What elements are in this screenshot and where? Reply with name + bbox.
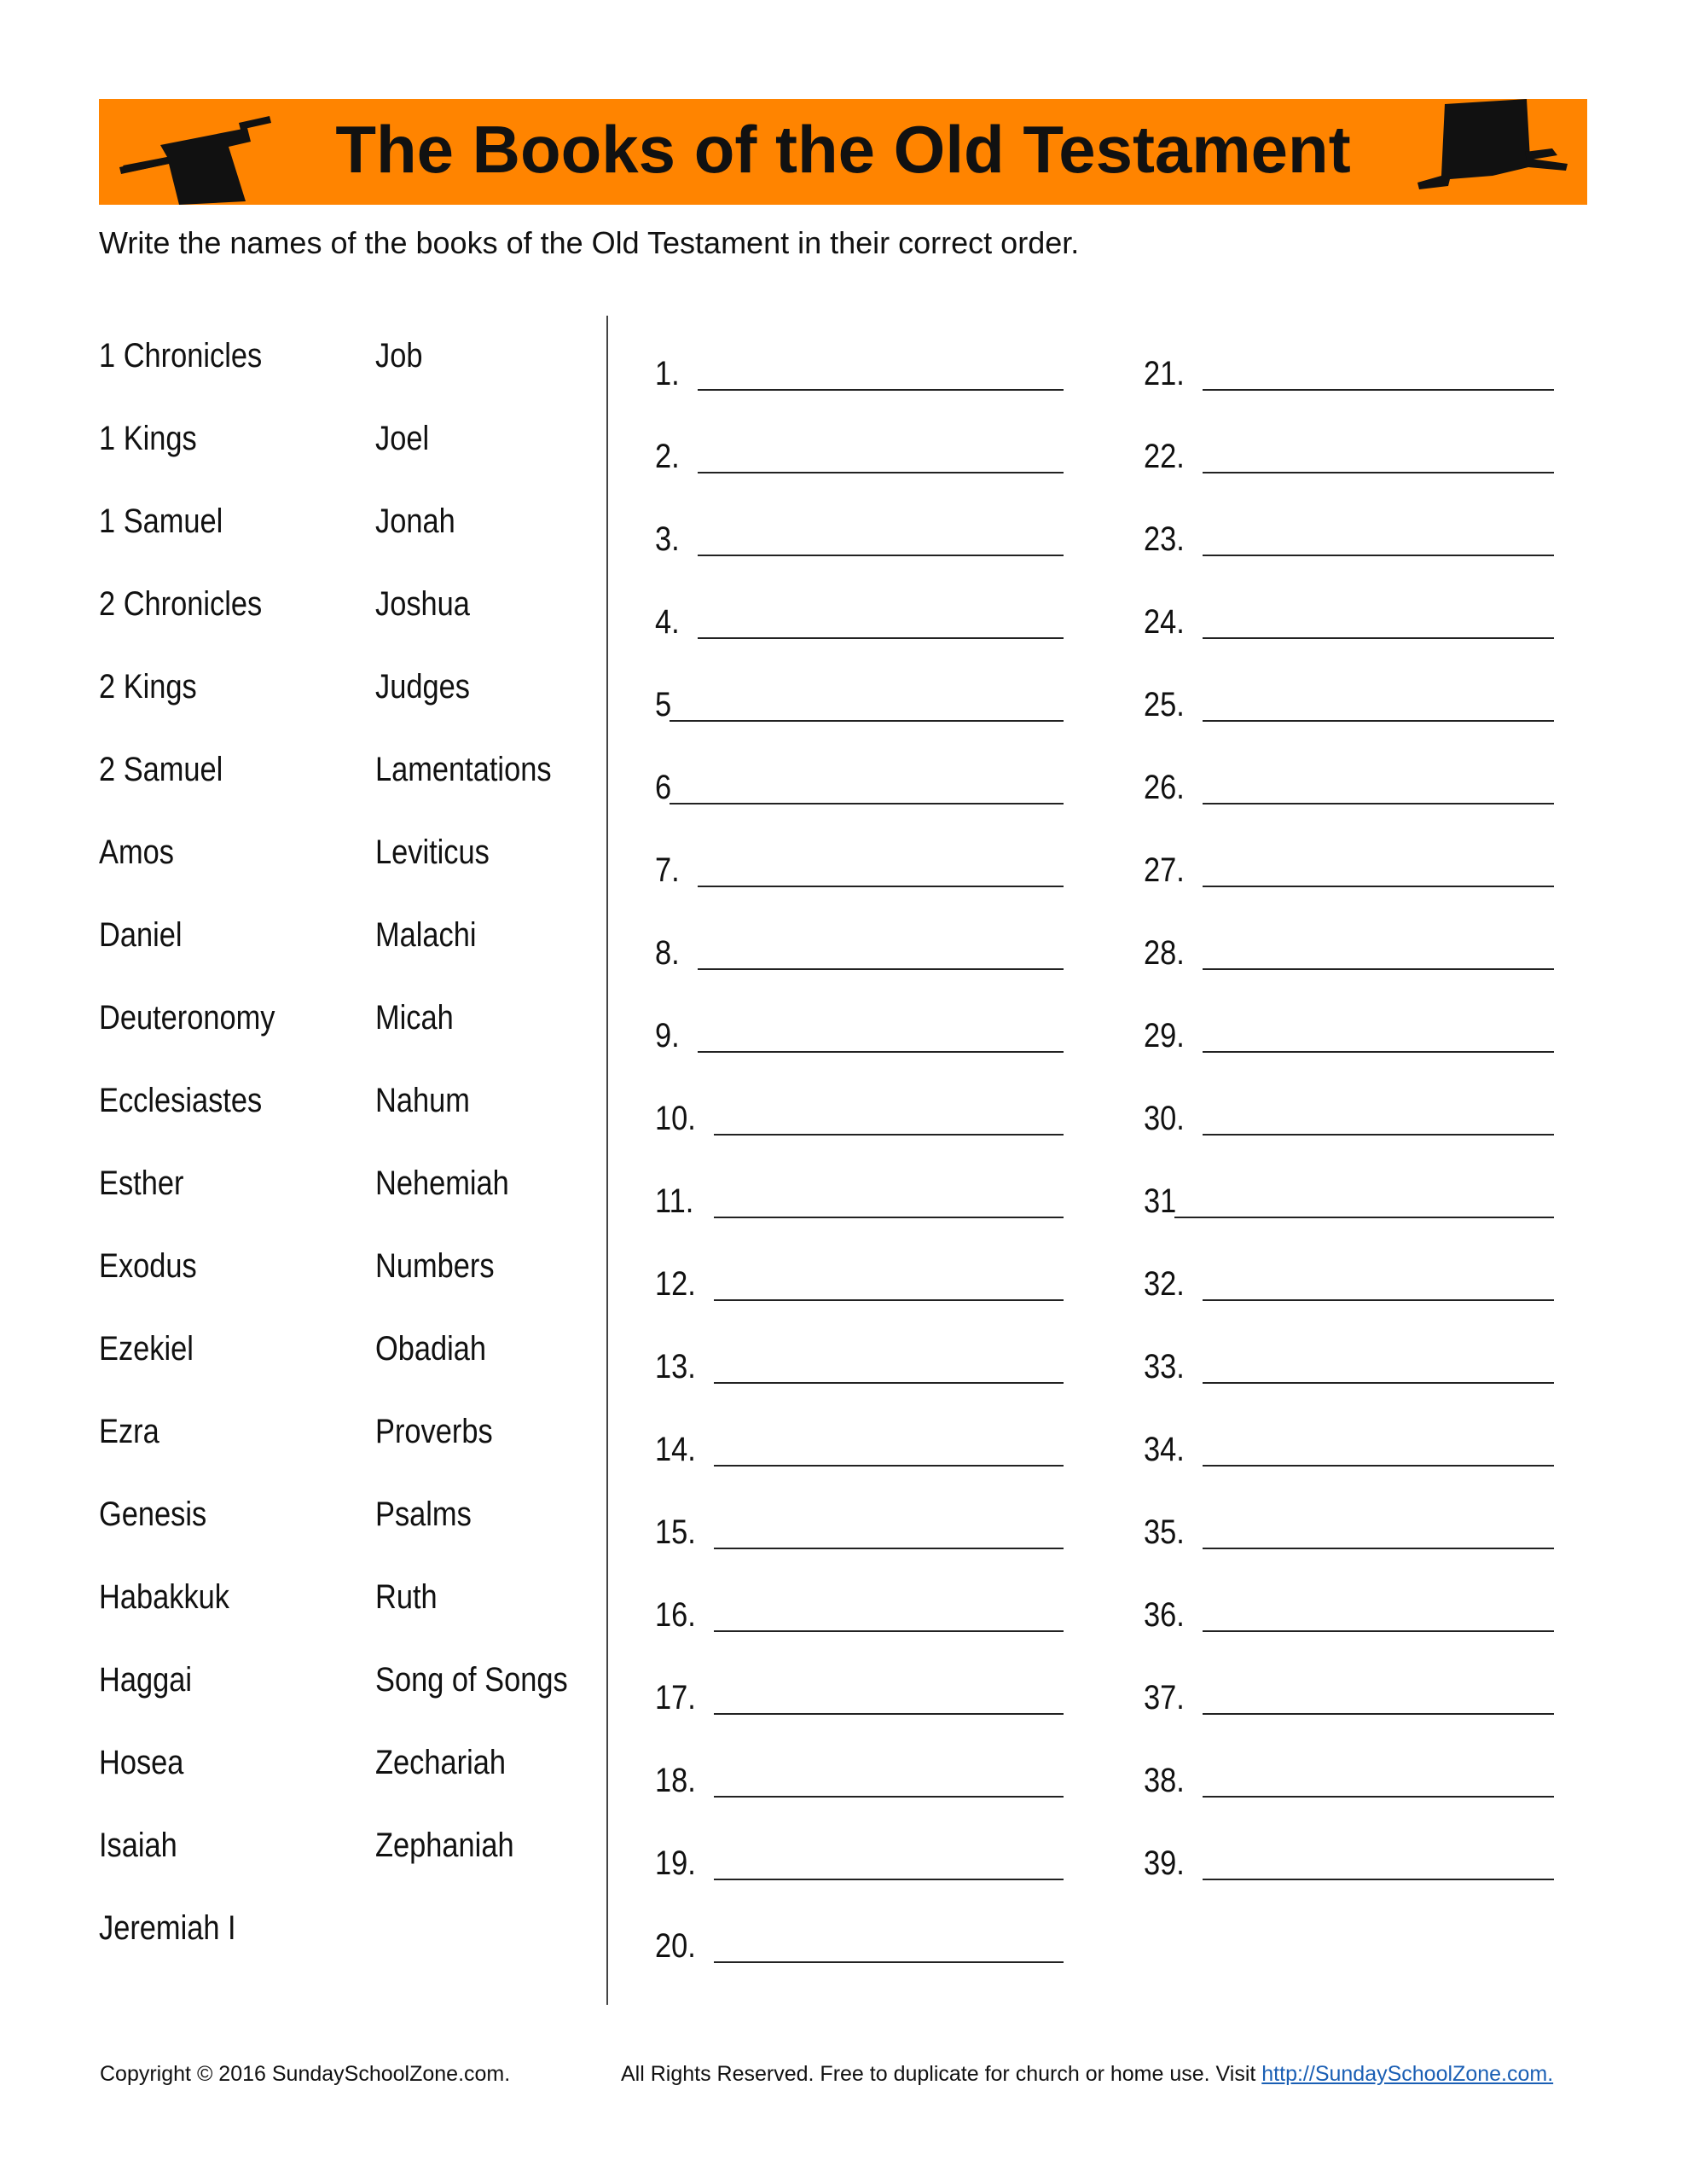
answer-row [1144, 927, 1554, 970]
book-name: Ezekiel [99, 1330, 194, 1368]
answer-row [655, 1755, 1064, 1798]
book-name: 1 Chronicles [99, 337, 263, 375]
answer-number: 14. [655, 1431, 696, 1468]
answer-blank-line[interactable] [714, 1630, 1064, 1632]
answer-row [655, 1176, 1064, 1218]
rights-text: All Rights Reserved. Free to duplicate for church or home use. Visit [621, 2062, 1256, 2086]
book-name: Zechariah [375, 1744, 506, 1781]
answer-row [1144, 1258, 1554, 1301]
answer-blank-line[interactable] [698, 1051, 1064, 1053]
answer-number: 39. [1144, 1844, 1185, 1882]
answer-row [655, 1341, 1064, 1384]
book-name: Amos [99, 834, 174, 871]
answer-row [655, 1838, 1064, 1880]
book-name: Isaiah [99, 1827, 177, 1864]
answer-number: 10. [655, 1100, 696, 1137]
book-name: Job [375, 337, 423, 375]
answer-blank-line[interactable] [714, 1713, 1064, 1715]
book-name: Haggai [99, 1661, 193, 1699]
answer-row [1144, 1672, 1554, 1715]
copyright-text: Copyright © 2016 SundaySchoolZone.com. [100, 2062, 511, 2086]
answer-row [1144, 1838, 1554, 1880]
answer-number: 32. [1144, 1265, 1185, 1303]
page-title: The Books of the Old Testament [335, 112, 1351, 187]
book-name: Obadiah [375, 1330, 487, 1368]
book-name: Esther [99, 1165, 184, 1202]
answer-blank-line[interactable] [1203, 1796, 1554, 1798]
answer-blank-line[interactable] [670, 803, 1064, 804]
answer-blank-line[interactable] [1203, 803, 1554, 804]
answer-number: 28. [1144, 934, 1185, 972]
instructions-text: Write the names of the books of the Old Testament in their correct order. [99, 225, 1080, 260]
book-name: Joel [375, 420, 430, 457]
answer-number: 9. [655, 1017, 680, 1054]
answer-blank-line[interactable] [670, 720, 1064, 722]
answer-blank-line[interactable] [1203, 886, 1554, 887]
answer-number: 16. [655, 1596, 696, 1634]
answer-blank-line[interactable] [1203, 1465, 1554, 1467]
book-name: Deuteronomy [99, 999, 275, 1037]
answer-row [1144, 514, 1554, 556]
answer-number: 20. [655, 1927, 696, 1965]
answer-blank-line[interactable] [714, 1134, 1064, 1136]
answer-number: 12. [655, 1265, 696, 1303]
answer-number: 4. [655, 603, 680, 641]
book-name: Ezra [99, 1413, 159, 1450]
answer-number: 11. [655, 1182, 694, 1220]
answer-number: 1. [655, 355, 680, 392]
answer-number: 23. [1144, 520, 1185, 558]
answer-blank-line[interactable] [1203, 968, 1554, 970]
answer-row [1144, 348, 1554, 391]
answer-number: 8. [655, 934, 680, 972]
answer-blank-line[interactable] [1203, 1548, 1554, 1549]
answer-number: 37. [1144, 1679, 1185, 1716]
scroll-icon [119, 116, 273, 205]
answer-row [1144, 1341, 1554, 1384]
book-name: Jonah [375, 502, 455, 540]
answer-number: 13. [655, 1348, 696, 1385]
answer-blank-line[interactable] [1203, 1630, 1554, 1632]
answer-number: 2. [655, 438, 680, 475]
answer-number: 27. [1144, 851, 1185, 889]
answer-row [655, 596, 1064, 639]
answer-row [655, 1010, 1064, 1053]
book-name: Exodus [99, 1247, 197, 1285]
answer-blank-line[interactable] [1203, 389, 1554, 391]
answer-number: 36. [1144, 1596, 1185, 1634]
answer-blank-line[interactable] [698, 886, 1064, 887]
book-name: Genesis [99, 1496, 207, 1533]
answer-blank-line[interactable] [1203, 1134, 1554, 1136]
answer-blank-line[interactable] [1203, 1382, 1554, 1384]
answer-blank-line[interactable] [1203, 720, 1554, 722]
book-name: Ruth [375, 1578, 438, 1616]
answer-row [655, 514, 1064, 556]
answer-number: 21. [1144, 355, 1185, 392]
answer-number: 17. [655, 1679, 696, 1716]
answer-blank-line[interactable] [714, 1879, 1064, 1880]
answer-row [655, 1093, 1064, 1136]
column-divider [606, 316, 608, 2005]
book-name: Psalms [375, 1496, 472, 1533]
book-name: 1 Samuel [99, 502, 223, 540]
answer-blank-line[interactable] [1174, 1217, 1554, 1218]
answer-row [1144, 762, 1554, 804]
book-name: Jeremiah I [99, 1909, 236, 1947]
answer-row [655, 1424, 1064, 1467]
book-name: Malachi [375, 916, 477, 954]
answer-blank-line[interactable] [714, 1465, 1064, 1467]
answer-blank-line[interactable] [714, 1961, 1064, 1963]
answer-number: 33. [1144, 1348, 1185, 1385]
book-name: Nehemiah [375, 1165, 509, 1202]
answer-blank-line[interactable] [698, 555, 1064, 556]
answer-row [655, 431, 1064, 473]
answer-blank-line[interactable] [714, 1548, 1064, 1549]
book-name: Joshua [375, 585, 470, 623]
scroll-icon [1416, 97, 1569, 193]
answer-row [655, 762, 1064, 804]
answer-row [1144, 679, 1554, 722]
answer-number: 34. [1144, 1431, 1185, 1468]
answer-blank-line[interactable] [698, 389, 1064, 391]
book-name: Leviticus [375, 834, 490, 871]
answer-blank-line[interactable] [714, 1382, 1064, 1384]
book-name: Lamentations [375, 751, 552, 788]
book-name: Micah [375, 999, 454, 1037]
book-name: Song of Songs [375, 1661, 568, 1699]
footer-rights [621, 2062, 1553, 2087]
answer-number: 18. [655, 1762, 696, 1799]
answer-number: 22. [1144, 438, 1185, 475]
answer-row [655, 927, 1064, 970]
answer-number: 15. [655, 1513, 696, 1551]
book-name: Numbers [375, 1247, 495, 1285]
answer-blank-line[interactable] [714, 1217, 1064, 1218]
book-name: Daniel [99, 916, 183, 954]
answer-number: 35. [1144, 1513, 1185, 1551]
answer-blank-line[interactable] [1203, 637, 1554, 639]
title-banner [99, 99, 1587, 205]
book-name: Habakkuk [99, 1578, 229, 1616]
answer-blank-line[interactable] [698, 472, 1064, 473]
answer-row [1144, 431, 1554, 473]
answer-row [655, 1589, 1064, 1632]
answer-row [1144, 1010, 1554, 1053]
book-name: 2 Kings [99, 668, 197, 706]
answer-row [1144, 1093, 1554, 1136]
answer-number: 19. [655, 1844, 696, 1882]
book-name: 1 Kings [99, 420, 197, 457]
answer-number: 31 [1144, 1182, 1177, 1220]
book-name: 2 Chronicles [99, 585, 263, 623]
answer-blank-line[interactable] [1203, 1051, 1554, 1053]
answer-row [655, 348, 1064, 391]
answer-number: 26. [1144, 769, 1185, 806]
answer-number: 30. [1144, 1100, 1185, 1137]
answer-row [1144, 1589, 1554, 1632]
answer-number: 38. [1144, 1762, 1185, 1799]
answer-blank-line[interactable] [698, 968, 1064, 970]
answer-row [655, 1258, 1064, 1301]
website-link[interactable]: http://SundaySchoolZone.com. [1261, 2062, 1554, 2086]
answer-row [655, 1672, 1064, 1715]
answer-blank-line[interactable] [1203, 555, 1554, 556]
answer-row [1144, 1755, 1554, 1798]
book-name: Proverbs [375, 1413, 493, 1450]
answer-row [655, 845, 1064, 887]
answer-row [1144, 1176, 1554, 1218]
book-name: Zephaniah [375, 1827, 514, 1864]
answer-blank-line[interactable] [1203, 472, 1554, 473]
answer-number: 7. [655, 851, 680, 889]
answer-blank-line[interactable] [1203, 1713, 1554, 1715]
book-name: Ecclesiastes [99, 1082, 263, 1119]
answer-number: 5 [655, 686, 672, 723]
answer-row [655, 1920, 1064, 1963]
answer-row [655, 679, 1064, 722]
answer-row [1144, 1507, 1554, 1549]
book-name: Hosea [99, 1744, 184, 1781]
answer-blank-line[interactable] [714, 1796, 1064, 1798]
answer-row [655, 1507, 1064, 1549]
answer-blank-line[interactable] [1203, 1299, 1554, 1301]
book-name: Judges [375, 668, 470, 706]
answer-blank-line[interactable] [1203, 1879, 1554, 1880]
answer-number: 25. [1144, 686, 1185, 723]
answer-number: 3. [655, 520, 680, 558]
answer-blank-line[interactable] [714, 1299, 1064, 1301]
answer-number: 6 [655, 769, 672, 806]
answer-row [1144, 596, 1554, 639]
book-name: 2 Samuel [99, 751, 223, 788]
book-name: Nahum [375, 1082, 470, 1119]
answer-blank-line[interactable] [698, 637, 1064, 639]
answer-row [1144, 1424, 1554, 1467]
answer-row [1144, 845, 1554, 887]
answer-number: 29. [1144, 1017, 1185, 1054]
answer-number: 24. [1144, 603, 1185, 641]
